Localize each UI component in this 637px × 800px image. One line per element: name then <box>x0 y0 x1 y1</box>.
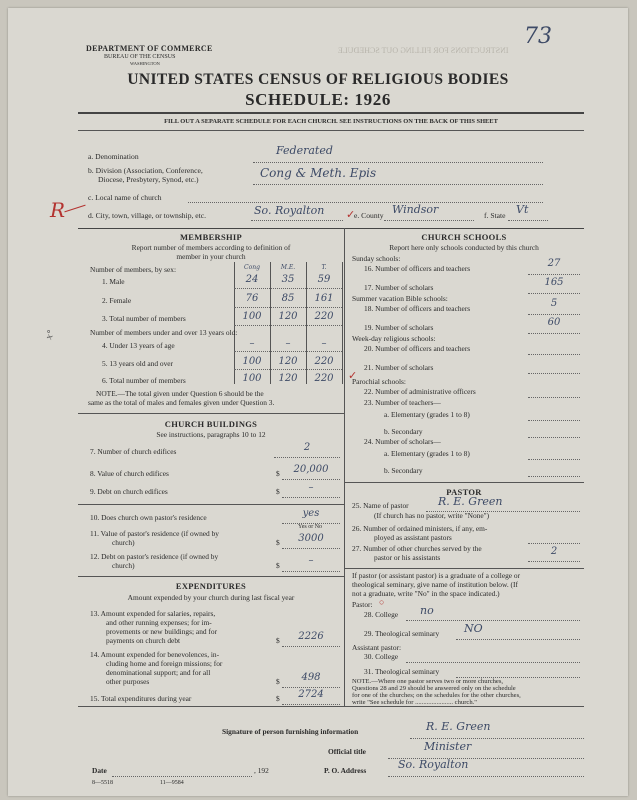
summer-schools-label: Summer vacation Bible schools: <box>352 294 448 303</box>
q11-label: 11. Value of pastor's residence (if owned by <box>90 529 219 538</box>
q4-under13-cong: – <box>249 338 255 349</box>
membership-intro: Report number of members according to definition of <box>131 243 291 252</box>
bureau-city: WASHINGTON <box>130 61 160 66</box>
q12-dollar: $ <box>276 561 280 570</box>
q23a-label: a. Elementary (grades 1 to 8) <box>384 410 470 419</box>
q4-under13-label: 4. Under 13 years of age <box>102 341 175 350</box>
q30-label: 30. College <box>364 652 399 661</box>
q2-line <box>234 307 342 308</box>
fill-instruction: FILL OUT A SEPARATE SCHEDULE FOR EACH CHURCH. SEE INSTRUCTIONS ON THE BACK OF THIS SHEET <box>164 118 498 125</box>
membership-intro-2: member in your church <box>176 252 246 261</box>
graduate-instruction-3: not a graduate, write "No" in the space indicated.) <box>352 589 500 598</box>
graduate-instruction-2: theological seminary, give name of institution below. (If <box>352 580 518 589</box>
column-divider <box>344 228 345 706</box>
bureau-name: BUREAU OF THE CENSUS <box>104 54 176 60</box>
q14-label-2: cluding home and foreign missions; for <box>106 659 223 668</box>
pastor-note: NOTE.—Where one pastor serves two or more churches, <box>352 678 504 685</box>
q1-male-label: 1. Male <box>102 277 125 286</box>
q7-line <box>274 457 340 458</box>
date-year: , 192 <box>254 766 269 775</box>
q15-value: 2724 <box>298 689 324 700</box>
pastor-note-2: Questions 28 and 29 should be answered only on the schedule <box>352 685 516 692</box>
q12-label: 12. Debt on pastor's residence (if owned by <box>90 552 219 561</box>
city-line <box>251 220 343 221</box>
po-address-label: P. O. Address <box>324 766 367 775</box>
church-buildings-title: CHURCH BUILDINGS <box>164 419 258 429</box>
q3-total-label: 3. Total number of members <box>102 314 186 323</box>
yes-no-hint: Yes or No <box>298 524 323 530</box>
membership-title: MEMBERSHIP <box>179 232 243 242</box>
denomination-line <box>253 162 543 163</box>
q6-total-label: 6. Total number of members <box>102 376 186 385</box>
q3-total-cong: 100 <box>242 311 262 322</box>
q5-over13-cong: 100 <box>242 356 262 367</box>
census-schedule-page <box>8 8 628 796</box>
q4-under13-me: – <box>285 338 291 349</box>
q8-dollar: $ <box>276 469 280 478</box>
q25-label: 25. Name of pastor <box>352 501 409 510</box>
pastor-red-mark: ○ <box>379 597 385 607</box>
official-title-value: Minister <box>424 740 472 753</box>
under-over-label: Number of members under and over 13 years old: <box>90 328 238 337</box>
q11-dollar: $ <box>276 538 280 547</box>
pastor-mid-rule <box>344 568 584 569</box>
q25-note: (If church has no pastor, write "None") <box>374 511 490 520</box>
signature-line <box>410 738 584 739</box>
q15-line <box>282 704 340 705</box>
q17-label: 17. Number of scholars <box>364 283 434 292</box>
q23-label: 23. Number of teachers— <box>364 398 441 407</box>
margin-mark: R <box>50 198 66 222</box>
q12-value: – <box>308 555 314 566</box>
q14-label: 14. Amount expended for benevolences, in- <box>90 650 220 659</box>
denomination-label: a. Denomination <box>88 152 139 161</box>
county-line <box>384 220 474 221</box>
q23a-line <box>528 420 580 421</box>
q24b-label: b. Secondary <box>384 466 423 475</box>
q15-dollar: $ <box>276 694 280 703</box>
q3-line <box>234 325 342 326</box>
instruction-rule <box>78 130 584 131</box>
q1-male-cong: 24 <box>245 274 259 285</box>
q26-line <box>528 543 580 544</box>
q14-label-4: other purposes <box>106 677 150 686</box>
division-label: b. Division (Association, Conference, <box>88 166 203 175</box>
official-title-label: Official title <box>328 747 366 756</box>
q1-line <box>234 288 342 289</box>
col-header-me: M.E. <box>280 264 296 271</box>
q9-label: 9. Debt on church edifices <box>90 487 168 496</box>
q16-label: 16. Number of officers and teachers <box>364 264 471 273</box>
expenditures-title: EXPENDITURES <box>175 581 247 591</box>
q4-under13-total: – <box>321 338 327 349</box>
county-label: e. County <box>354 211 384 220</box>
sunday-schools-label: Sunday schools: <box>352 254 401 263</box>
q8-value: 20,000 <box>293 464 329 475</box>
local-name-label: c. Local name of church <box>88 193 162 202</box>
pastor-title: PASTOR <box>446 487 482 497</box>
q13-label: 13. Amount expended for salaries, repairs, <box>90 609 216 618</box>
q28-line <box>406 620 580 621</box>
division-value: Cong & Meth. Epis <box>260 166 377 180</box>
schools-bottom-rule <box>344 482 584 483</box>
q13-dollar: $ <box>276 636 280 645</box>
q10-value: yes <box>302 508 320 519</box>
q20-line <box>528 354 580 355</box>
q27-line <box>528 561 580 562</box>
membership-bottom-rule <box>78 413 344 414</box>
frame-bottom-rule <box>78 706 584 707</box>
department-name: DEPARTMENT OF COMMERCE <box>86 44 213 53</box>
schedule-title: SCHEDULE: 1926 <box>245 90 391 109</box>
q25-value: R. E. Green <box>438 495 503 508</box>
q22-label: 22. Number of administrative officers <box>364 387 476 396</box>
members-by-sex-label: Number of members, by sex: <box>90 265 176 274</box>
q21-label: 21. Number of scholars <box>364 363 434 372</box>
q8-line <box>282 479 340 480</box>
q11-value: 3000 <box>298 533 324 544</box>
expenditures-sub: Amount expended by your church during last fiscal year <box>127 593 295 602</box>
graduate-instruction: If pastor (or assistant pastor) is a graduate of a college or <box>352 571 521 580</box>
q5-over13-label: 5. 13 years old and over <box>102 359 174 368</box>
q26-label: 26. Number of ordained ministers, if any, em- <box>352 524 488 533</box>
q19-label: 19. Number of scholars <box>364 323 434 332</box>
q24a-line <box>528 459 580 460</box>
q7-label: 7. Number of church edifices <box>90 447 177 456</box>
q28-label: 28. College <box>364 610 399 619</box>
q19-value: 60 <box>547 317 561 328</box>
q27-label: 27. Number of other churches served by the <box>352 544 482 553</box>
q31-label: 31. Theological seminary <box>364 667 440 676</box>
q24b-line <box>528 476 580 477</box>
q16-value: 27 <box>547 258 561 269</box>
q27-label-2: pastor or his assistants <box>374 553 441 562</box>
assistant-pastor-label: Assistant pastor: <box>352 643 402 652</box>
q1-male-me: 35 <box>281 274 295 285</box>
church-buildings-sub: See instructions, paragraphs 10 to 12 <box>156 430 266 439</box>
division-label-2: Diocese, Presbytery, Synod, etc.) <box>98 175 199 184</box>
q11-label-2: church) <box>112 538 135 547</box>
membership-note-2: same as the total of males and females given under Question 3. <box>88 398 275 407</box>
q12-line <box>282 571 340 572</box>
state-line <box>508 220 548 221</box>
q24a-label: a. Elementary (grades 1 to 8) <box>384 449 470 458</box>
q18-label: 18. Number of officers and teachers <box>364 304 471 313</box>
q16-line <box>528 274 580 275</box>
margin-check-mark <box>64 205 85 213</box>
bleed-through-text: INSTRUCTIONS FOR FILLING OUT SCHEDULE <box>338 46 509 55</box>
buildings-bottom-rule <box>78 576 344 577</box>
city-value: So. Royalton <box>254 204 325 217</box>
county-check-mark: ✓ <box>346 209 356 221</box>
q2-female-cong: 76 <box>245 293 259 304</box>
church-schools-title: CHURCH SCHOOLS <box>421 232 507 242</box>
q13-label-2: and other running expenses; for im- <box>106 618 212 627</box>
membership-note: NOTE.—The total given under Question 6 should be the <box>96 389 264 398</box>
form-code-2: 11—9584 <box>160 780 184 786</box>
q17-line <box>528 293 580 294</box>
q26-label-2: ployed as assistant pastors <box>374 533 452 542</box>
q10-label: 10. Does church own pastor's residence <box>90 513 207 522</box>
q6-total-me: 120 <box>278 373 298 384</box>
q7-value: 2 <box>303 442 311 453</box>
q18-value: 5 <box>550 298 558 309</box>
local-name-line <box>188 202 543 203</box>
q22-line <box>528 397 580 398</box>
q2-female-label: 2. Female <box>102 296 132 305</box>
membership-check-mark: ✓ <box>348 370 358 382</box>
state-value: Vt <box>516 203 529 216</box>
q5-line <box>234 369 342 370</box>
denomination-value: Federated <box>276 144 333 157</box>
q29-label: 29. Theological seminary <box>364 629 440 638</box>
q3-total-me: 120 <box>278 311 298 322</box>
q9-line <box>282 497 340 498</box>
q19-line <box>528 333 580 334</box>
q9-dollar: $ <box>276 487 280 496</box>
church-schools-sub: Report here only schools conducted by this church <box>389 243 539 252</box>
side-note: x° <box>44 328 58 342</box>
q14-line <box>282 687 340 688</box>
q9-value: – <box>308 482 314 493</box>
q23b-line <box>528 437 580 438</box>
pastor-sub-label: Pastor: <box>352 600 373 609</box>
signature-value: R. E. Green <box>426 720 491 733</box>
q15-label: 15. Total expenditures during year <box>90 694 192 703</box>
form-title: UNITED STATES CENSUS OF RELIGIOUS BODIES <box>127 71 509 88</box>
po-address-value: So. Royalton <box>398 758 469 771</box>
q14-dollar: $ <box>276 677 280 686</box>
q12-label-2: church) <box>112 561 135 570</box>
q2-female-total: 161 <box>314 293 334 304</box>
q5-over13-total: 220 <box>314 356 334 367</box>
q18-line <box>528 314 580 315</box>
q6-total-total: 220 <box>314 373 334 384</box>
col-header-total: T. <box>321 264 327 271</box>
page-number: 73 <box>524 24 552 49</box>
q11-line <box>282 548 340 549</box>
q14-label-3: denominational support; and for all <box>106 668 211 677</box>
title-rule <box>78 112 584 114</box>
q29-line <box>456 639 580 640</box>
weekday-schools-label: Week-day religious schools: <box>352 334 436 343</box>
q24-label: 24. Number of scholars— <box>364 437 441 446</box>
date-label: Date <box>92 766 107 775</box>
frame-top-rule <box>78 228 584 229</box>
q23b-label: b. Secondary <box>384 427 423 436</box>
signature-label: Signature of person furnishing information <box>222 727 359 736</box>
date-line <box>112 776 252 777</box>
q3-total-total: 220 <box>314 311 334 322</box>
membership-col-line-4 <box>342 262 343 384</box>
q20-label: 20. Number of officers and teachers <box>364 344 471 353</box>
buildings-mid-rule <box>78 504 344 505</box>
q8-label: 8. Value of church edifices <box>90 469 169 478</box>
q13-value: 2226 <box>298 631 324 642</box>
form-code: 8—5518 <box>92 780 113 786</box>
q27-value: 2 <box>550 546 558 557</box>
q13-label-4: payments on church debt <box>106 636 181 645</box>
pastor-note-4: write "See schedule for ....................... church." <box>352 699 477 706</box>
q13-label-3: provements or new buildings; and for <box>106 627 218 636</box>
parochial-schools-label: Parochial schools: <box>352 377 406 386</box>
q30-line <box>406 662 580 663</box>
q13-line <box>282 646 340 647</box>
q2-female-me: 85 <box>281 293 295 304</box>
q1-male-total: 59 <box>317 274 331 285</box>
q29-value: NO <box>464 622 483 635</box>
q21-line <box>528 373 580 374</box>
po-address-line <box>388 776 584 777</box>
q5-over13-me: 120 <box>278 356 298 367</box>
q17-value: 165 <box>544 277 564 288</box>
division-line <box>253 184 543 185</box>
county-value: Windsor <box>392 203 439 216</box>
q28-value: no <box>420 604 434 617</box>
q14-value: 498 <box>301 672 321 683</box>
city-label: d. City, town, village, or township, etc. <box>88 211 207 220</box>
pastor-note-3: for one of the churches; on the schedules for the other churches, <box>352 692 521 699</box>
q6-total-cong: 100 <box>242 373 262 384</box>
col-header-cong: Cong <box>244 264 260 271</box>
q4-line <box>234 351 342 352</box>
state-label: f. State <box>484 211 506 220</box>
